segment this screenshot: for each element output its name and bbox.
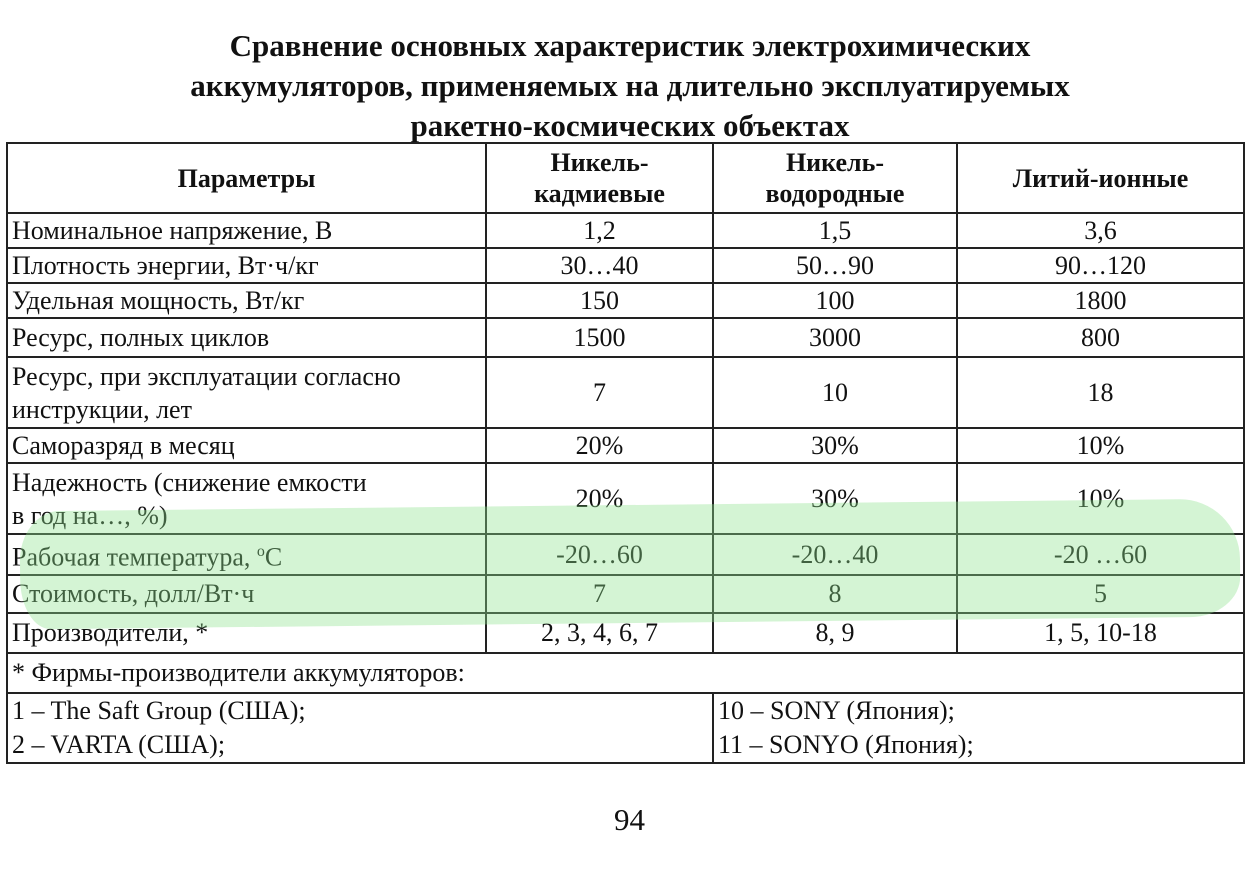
cell-nih2: 1,5 (713, 213, 957, 248)
firm-item: 2 – VARTA (США); (12, 729, 226, 759)
row-param (7, 463, 486, 534)
firm-item: 1 – The Saft Group (США); (12, 695, 306, 725)
cell-nicd: 30…40 (486, 248, 713, 283)
page-number: 94 (614, 802, 645, 837)
row-param-line2: в год на…, %) (12, 500, 168, 530)
cell-liion: 10% (957, 463, 1244, 534)
cell-liion: 90…120 (957, 248, 1244, 283)
header-nicd-line2: кадмиевые (534, 179, 665, 208)
row-param-text: Рабочая температура, (12, 542, 257, 572)
cell-nicd: 7 (486, 357, 713, 428)
title-line-2: аккумуляторов, применяемых на длительно эксплуатируемых (190, 68, 1070, 103)
table-row (7, 575, 1244, 613)
header-lithium-ion: Литий-ионные (957, 143, 1244, 213)
cell-nih2: 100 (713, 283, 957, 318)
table-row (7, 357, 1244, 428)
cell-nih2: 50…90 (713, 248, 957, 283)
cell-liion: 18 (957, 357, 1244, 428)
cell-nih2: 3000 (713, 318, 957, 357)
table-row (7, 463, 1244, 534)
cell-nicd: 20% (486, 428, 713, 463)
title-line-3: ракетно-космических объектах (410, 108, 850, 143)
row-param: Стоимость, долл/Вт·ч (7, 575, 486, 613)
row-param: Ресурс, полных циклов (7, 318, 486, 357)
table-row (7, 613, 1244, 653)
row-param-line2: инструкции, лет (12, 394, 192, 424)
cell-nicd: -20…60 (486, 534, 713, 575)
row-param: Номинальное напряжение, В (7, 213, 486, 248)
table-row (7, 318, 1244, 357)
cell-liion: 5 (957, 575, 1244, 613)
title-line-1: Сравнение основных характеристик электрохимических (229, 28, 1031, 63)
cell-nicd: 1,2 (486, 213, 713, 248)
cell-liion: 10% (957, 428, 1244, 463)
page-title (60, 26, 1200, 146)
cell-liion: 3,6 (957, 213, 1244, 248)
table-row (7, 213, 1244, 248)
row-param: Плотность энергии, Вт·ч/кг (7, 248, 486, 283)
cell-nicd: 150 (486, 283, 713, 318)
table-note-row (7, 653, 1244, 693)
header-nih2-line1: Никель- (785, 148, 885, 177)
table-row (7, 534, 1244, 575)
firm-item: 11 – SONYO (Япония); (718, 729, 974, 759)
degree-sup: o (256, 543, 265, 560)
cell-nih2: -20…40 (713, 534, 957, 575)
cell-liion: 1, 5, 10-18 (957, 613, 1244, 653)
table-row (7, 283, 1244, 318)
cell-nih2: 10 (713, 357, 957, 428)
row-param: Производители, * (7, 613, 486, 653)
table-row (7, 428, 1244, 463)
header-nickel-cadmium (486, 143, 713, 213)
cell-liion: 1800 (957, 283, 1244, 318)
cell-nih2: 8, 9 (713, 613, 957, 653)
firms-right-cell (713, 693, 1244, 763)
firms-left-cell (7, 693, 713, 763)
table-header-row (7, 143, 1244, 213)
cell-nicd: 20% (486, 463, 713, 534)
row-param: Удельная мощность, Вт/кг (7, 283, 486, 318)
header-nicd-line1: Никель- (550, 148, 649, 177)
row-param-line1: Ресурс, при эксплуатации согласно (12, 361, 401, 391)
characteristics-table (6, 142, 1245, 764)
header-params: Параметры (7, 143, 486, 213)
row-param-line1: Надежность (снижение емкости (12, 467, 367, 497)
cell-nicd: 2, 3, 4, 6, 7 (486, 613, 713, 653)
cell-liion: -20 …60 (957, 534, 1244, 575)
table-row (7, 248, 1244, 283)
row-param (7, 357, 486, 428)
header-nih2-line2: водородные (765, 179, 905, 208)
cell-nicd: 7 (486, 575, 713, 613)
header-nickel-hydrogen (713, 143, 957, 213)
manufacturers-note: * Фирмы-производители аккумуляторов: (7, 653, 1244, 693)
row-param: Саморазряд в месяц (7, 428, 486, 463)
cell-nih2: 30% (713, 428, 957, 463)
cell-nih2: 8 (713, 575, 957, 613)
cell-nih2: 30% (713, 463, 957, 534)
firms-row (7, 693, 1244, 763)
row-param (7, 534, 486, 575)
cell-nicd: 1500 (486, 318, 713, 357)
cell-liion: 800 (957, 318, 1244, 357)
firm-item: 10 – SONY (Япония); (718, 695, 955, 725)
row-param-unit: C (264, 542, 283, 572)
